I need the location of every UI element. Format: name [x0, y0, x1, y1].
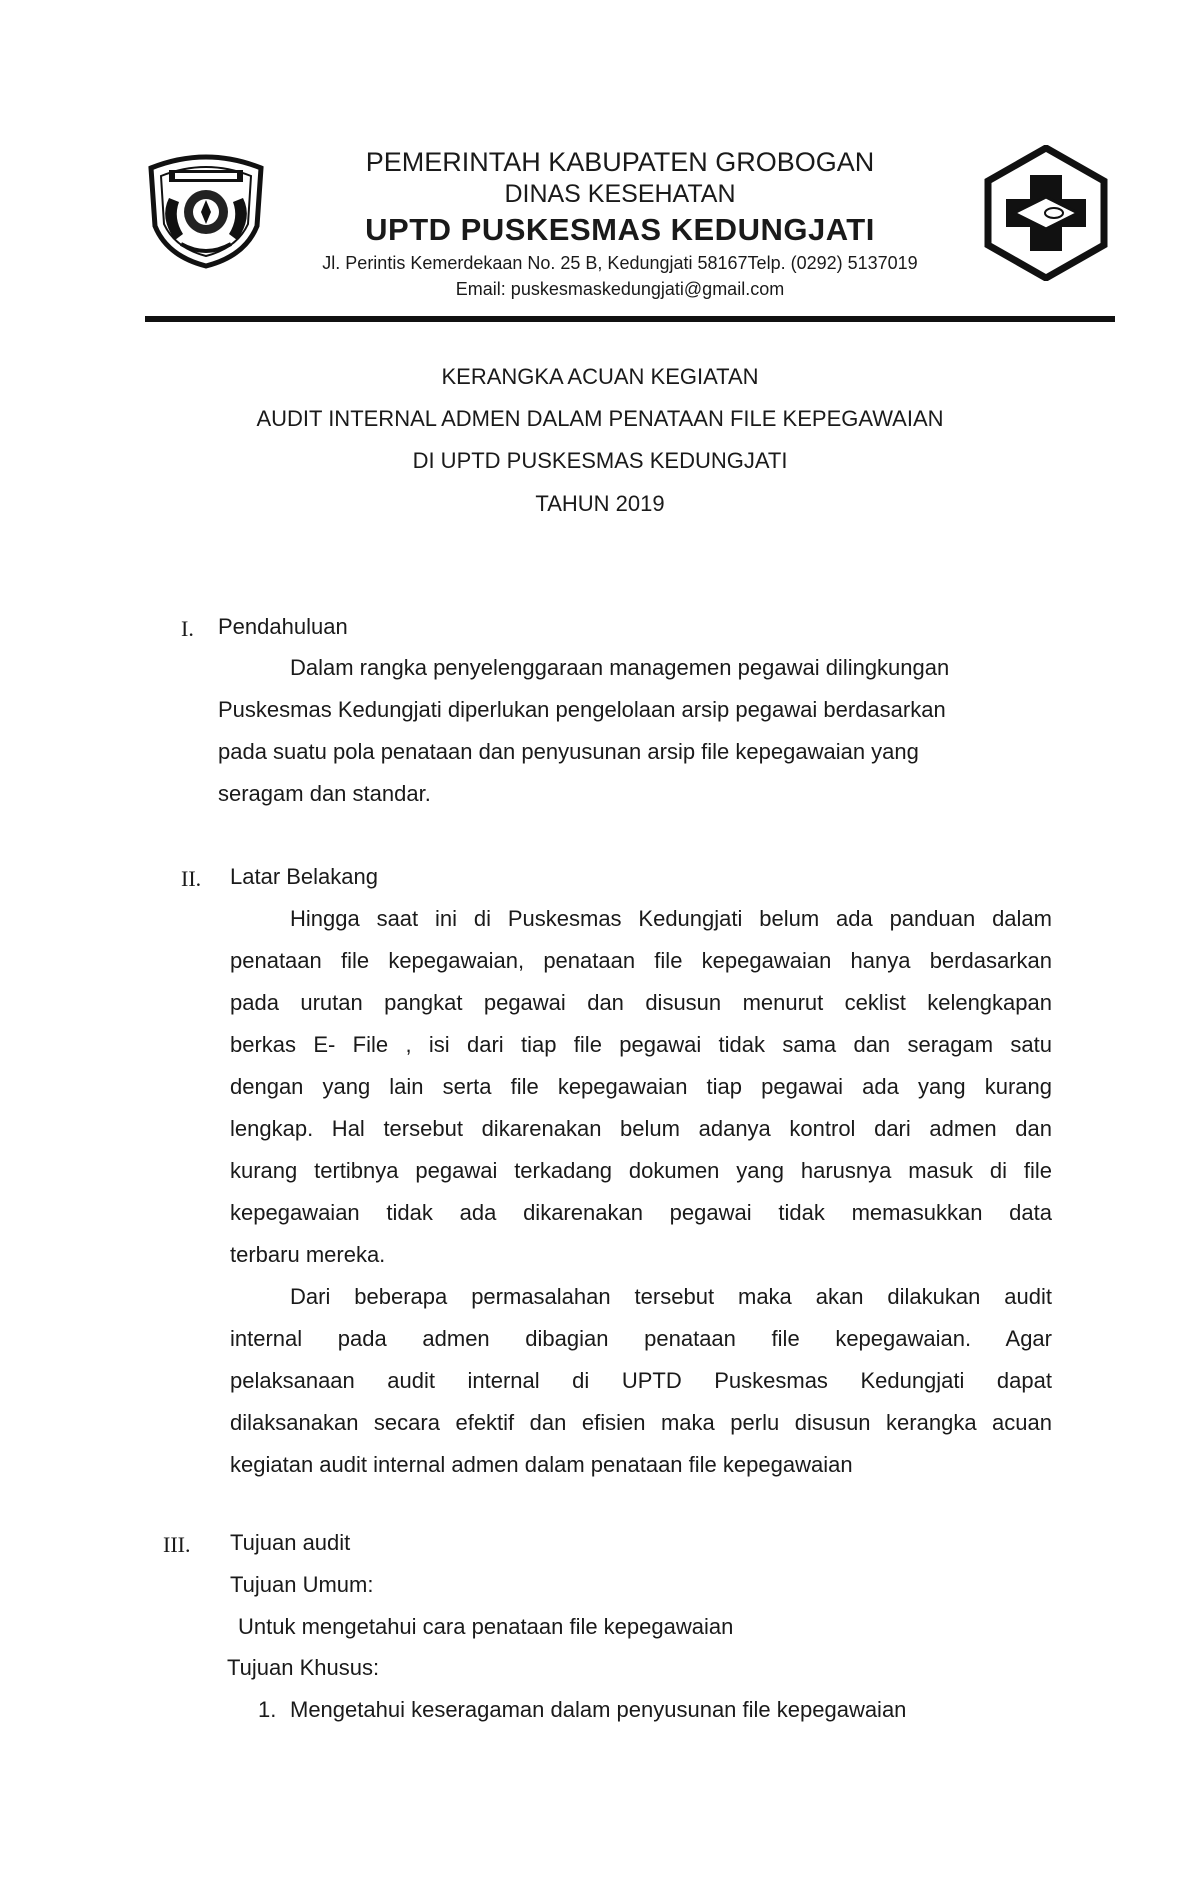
general-objective-label: Tujuan Umum:: [230, 1572, 374, 1597]
section-2-paragraph-2: [230, 1276, 1052, 1486]
paragraph-line: berkas E- File , isi dari tiap file pegawai tidak sama dan seragam satu: [230, 1032, 1052, 1057]
list-item: Mengetahui keseragaman dalam penyusunan file kepegawaian: [290, 1697, 907, 1722]
letterhead-divider: [145, 316, 1115, 322]
specific-objective-label: Tujuan Khusus:: [227, 1655, 380, 1680]
letterhead-email: Email: puskesmaskedungjati@gmail.com: [455, 279, 785, 299]
section-3-heading: Tujuan audit: [230, 1530, 351, 1555]
paragraph-line: pada urutan pangkat pegawai dan disusun menurut ceklist kelengkapan: [230, 990, 1052, 1015]
paragraph-line: penataan file kepegawaian, penataan file kepegawaian hanya berdasarkan: [230, 948, 1052, 973]
paragraph-line: dilaksanakan secara efektif dan efisien maka perlu disusun kerangka acuan: [230, 1410, 1052, 1435]
letterhead-address: Jl. Perintis Kemerdekaan No. 25 B, Kedungjati 58167Telp. (0292) 5137019: [322, 253, 918, 273]
paragraph-line: lengkap. Hal tersebut dikarenakan belum adanya kontrol dari admen dan: [230, 1116, 1052, 1141]
list-item-number: 1.: [258, 1697, 277, 1722]
paragraph-line: Dari beberapa permasalahan tersebut maka akan dilakukan audit: [290, 1284, 1052, 1309]
paragraph-line: kegiatan audit internal admen dalam penataan file kepegawaian: [230, 1452, 853, 1477]
paragraph-line: dengan yang lain serta file kepegawaian tiap pegawai ada yang kurang: [230, 1074, 1052, 1099]
section-1-heading: Pendahuluan: [218, 614, 348, 639]
paragraph-line: seragam dan standar.: [218, 781, 431, 806]
doc-location: DI UPTD PUSKESMAS KEDUNGJATI: [412, 448, 788, 473]
section-2-number: II.: [181, 866, 202, 891]
paragraph-line: Dalam rangka penyelenggaraan managemen pegawai dilingkungan: [290, 655, 950, 680]
paragraph-line: Hingga saat ini di Puskesmas Kedungjati belum ada panduan dalam: [290, 906, 1052, 931]
paragraph-line: pada suatu pola penataan dan penyusunan arsip file kepegawaian yang: [218, 739, 919, 764]
section-1-paragraph: [218, 647, 1018, 815]
paragraph-line: kurang tertibnya pegawai terkadang dokumen yang harusnya masuk di file: [230, 1158, 1052, 1183]
doc-subtitle: AUDIT INTERNAL ADMEN DALAM PENATAAN FILE KEPEGAWAIAN: [256, 406, 944, 431]
general-objective-text: Untuk mengetahui cara penataan file kepegawaian: [238, 1614, 734, 1639]
paragraph-line: pelaksanaan audit internal di UPTD Puskesmas Kedungjati dapat: [230, 1368, 1052, 1393]
paragraph-line: Puskesmas Kedungjati diperlukan pengelolaan arsip pegawai berdasarkan: [218, 697, 946, 722]
paragraph-line: kepegawaian tidak ada dikarenakan pegawai tidak memasukkan data: [230, 1200, 1052, 1225]
section-3-number: III.: [163, 1532, 191, 1557]
doc-title: KERANGKA ACUAN KEGIATAN: [441, 364, 759, 389]
letterhead-government: PEMERINTAH KABUPATEN GROBOGAN: [365, 147, 875, 177]
paragraph-line: internal pada admen dibagian penataan file kepegawaian. Agar: [230, 1326, 1052, 1351]
letterhead-institution: UPTD PUSKESMAS KEDUNGJATI: [365, 212, 875, 247]
section-1-number: I.: [181, 616, 194, 641]
paragraph-line: terbaru mereka.: [230, 1242, 386, 1267]
doc-year: TAHUN 2019: [535, 491, 665, 516]
section-2-paragraph-1: [230, 898, 1052, 1276]
letterhead-department: DINAS KESEHATAN: [504, 180, 736, 208]
section-2-heading: Latar Belakang: [230, 864, 378, 889]
